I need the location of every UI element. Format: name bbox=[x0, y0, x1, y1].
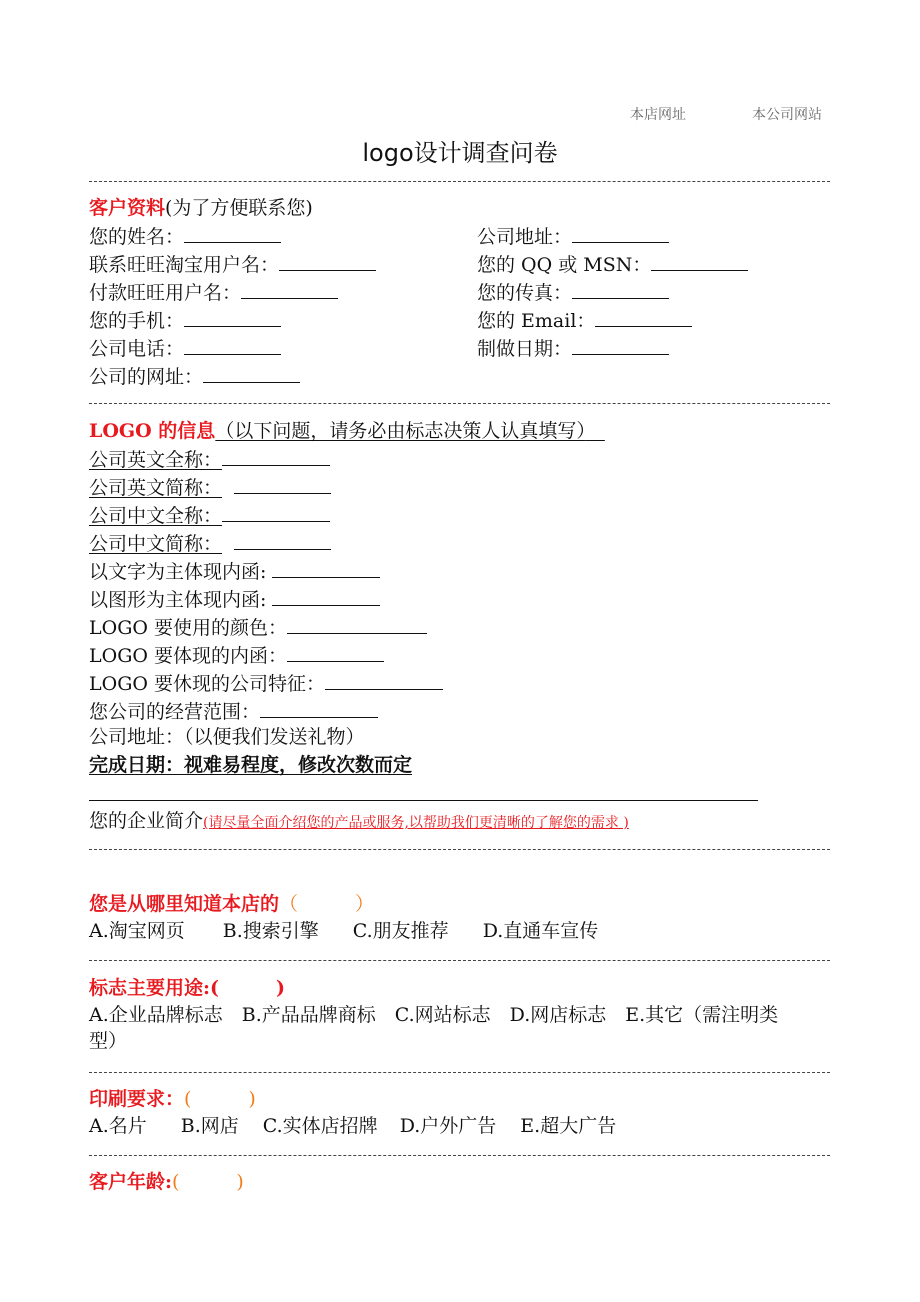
text-meaning-field[interactable] bbox=[272, 558, 380, 578]
wangwang-row bbox=[89, 251, 376, 278]
wangwang-label: 联系旺旺淘宝用户名： bbox=[89, 254, 280, 276]
cn-full-row bbox=[89, 502, 330, 529]
meaning-field[interactable] bbox=[287, 642, 384, 662]
qq-msn-label: 您的 QQ 或 MSN： bbox=[477, 254, 652, 276]
address-label: 公司地址： bbox=[477, 226, 573, 248]
print-option[interactable]: E.超大广告 bbox=[520, 1115, 617, 1137]
website-field[interactable] bbox=[203, 363, 300, 383]
age-question bbox=[89, 1169, 244, 1195]
fax-row bbox=[477, 279, 669, 306]
page-title: logo设计调查问卷 bbox=[362, 139, 558, 167]
pay-user-field[interactable] bbox=[241, 279, 338, 299]
logo-heading: LOGO 的信息 bbox=[89, 420, 216, 442]
colors-row bbox=[89, 614, 427, 641]
source-option[interactable]: D.直通车宣传 bbox=[482, 920, 599, 942]
features-label: LOGO 要休现的公司特征： bbox=[89, 673, 325, 695]
divider bbox=[89, 1155, 830, 1156]
source-question bbox=[89, 891, 374, 917]
qq-msn-row bbox=[477, 251, 748, 278]
meaning-row bbox=[89, 642, 384, 669]
print-option[interactable]: C.实体店招牌 bbox=[262, 1115, 378, 1137]
website-row bbox=[89, 363, 300, 390]
date-field[interactable] bbox=[572, 335, 669, 355]
divider bbox=[89, 403, 830, 404]
customer-heading: 客户资料 bbox=[89, 197, 166, 219]
company-link[interactable]: 本公司网站 bbox=[752, 107, 822, 123]
name-row bbox=[89, 223, 281, 250]
usage-options-line2: 型） bbox=[89, 1030, 128, 1052]
print-heading: 印刷要求： bbox=[89, 1088, 185, 1110]
mobile-label: 您的手机： bbox=[89, 310, 185, 332]
text-meaning-row bbox=[89, 558, 380, 585]
name-field[interactable] bbox=[184, 223, 281, 243]
divider bbox=[89, 1072, 830, 1073]
graphic-meaning-row bbox=[89, 586, 380, 613]
source-option[interactable]: A.淘宝网页 bbox=[89, 920, 185, 942]
usage-question bbox=[89, 975, 285, 1001]
colors-label: LOGO 要使用的颜色： bbox=[89, 617, 287, 639]
print-option[interactable]: D.户外广告 bbox=[399, 1115, 497, 1137]
scope-row bbox=[89, 698, 378, 725]
date-label: 制做日期： bbox=[477, 338, 573, 360]
phone-row bbox=[89, 335, 281, 362]
text-meaning-label: 以文字为主体现内函: bbox=[89, 561, 267, 583]
usage-options-line1: A.企业品牌标志 B.产品品牌商标 C.网站标志 D.网店标志 E.其它（需注明类 bbox=[89, 1004, 779, 1026]
wangwang-field[interactable] bbox=[279, 251, 376, 271]
cn-full-field[interactable] bbox=[222, 502, 330, 522]
scope-field[interactable] bbox=[260, 698, 378, 718]
mobile-row bbox=[89, 307, 281, 334]
features-field[interactable] bbox=[325, 670, 443, 690]
en-full-row bbox=[89, 446, 330, 473]
print-option[interactable]: B.网店 bbox=[180, 1115, 239, 1137]
customer-section-heading bbox=[89, 195, 313, 221]
fax-field[interactable] bbox=[572, 279, 669, 299]
cn-full-label: 公司中文全称： bbox=[89, 505, 223, 527]
email-field[interactable] bbox=[595, 307, 692, 327]
en-short-field[interactable] bbox=[234, 474, 331, 494]
cn-short-label: 公司中文简称： bbox=[89, 533, 223, 555]
logo-heading-note: （以下问题，请务必由标志决策人认真填写） bbox=[215, 420, 586, 442]
graphic-meaning-field[interactable] bbox=[272, 586, 380, 606]
source-heading: 您是从哪里知道本店的 bbox=[89, 893, 280, 915]
logo-section-heading bbox=[89, 418, 605, 444]
intro-row bbox=[89, 808, 629, 836]
email-label: 您的 Email： bbox=[477, 310, 596, 332]
source-option[interactable]: B.搜索引擎 bbox=[222, 920, 319, 942]
pay-user-row bbox=[89, 279, 338, 306]
usage-answer[interactable]: ( ) bbox=[210, 977, 285, 999]
mobile-field[interactable] bbox=[184, 307, 281, 327]
date-row bbox=[477, 335, 669, 362]
divider bbox=[89, 181, 830, 182]
intro-label: 您的企业简介 bbox=[89, 810, 204, 832]
customer-heading-note: (为了方便联系您) bbox=[165, 197, 313, 219]
website-label: 公司的网址： bbox=[89, 366, 204, 388]
en-full-field[interactable] bbox=[222, 446, 330, 466]
divider bbox=[89, 960, 830, 961]
email-row bbox=[477, 307, 692, 334]
name-label: 您的姓名： bbox=[89, 226, 185, 248]
phone-field[interactable] bbox=[184, 335, 281, 355]
print-option[interactable]: A.名片 bbox=[89, 1115, 147, 1137]
en-short-label: 公司英文简称： bbox=[89, 477, 223, 499]
intro-line[interactable] bbox=[89, 800, 758, 801]
graphic-meaning-label: 以图形为主体现内函: bbox=[89, 589, 267, 611]
age-heading: 客户年龄: bbox=[89, 1171, 173, 1193]
source-options bbox=[89, 918, 598, 944]
meaning-label: LOGO 要体现的内函： bbox=[89, 645, 287, 667]
usage-heading: 标志主要用途: bbox=[89, 977, 211, 999]
age-answer[interactable]: ( ) bbox=[172, 1171, 244, 1193]
intro-note: (请尽量全面介绍您的产品或服务,以帮助我们更清晰的了解您的需求 ) bbox=[203, 815, 629, 831]
deadline: 完成日期：视难易程度，修改次数而定 bbox=[89, 754, 413, 776]
colors-field[interactable] bbox=[287, 614, 427, 634]
features-row bbox=[89, 670, 443, 697]
cn-short-row bbox=[89, 530, 331, 557]
store-link[interactable]: 本店网址 bbox=[630, 107, 686, 123]
pay-user-label: 付款旺旺用户名： bbox=[89, 282, 242, 304]
qq-msn-field[interactable] bbox=[651, 251, 748, 271]
en-short-row bbox=[89, 474, 331, 501]
print-answer[interactable]: ( ) bbox=[184, 1088, 256, 1110]
divider bbox=[89, 849, 830, 850]
address-gift: 公司地址：（以便我们发送礼物） bbox=[89, 726, 365, 748]
print-options bbox=[89, 1113, 616, 1139]
source-option[interactable]: C.朋友推荐 bbox=[352, 920, 449, 942]
fax-label: 您的传真： bbox=[477, 282, 573, 304]
phone-label: 公司电话： bbox=[89, 338, 185, 360]
address-field[interactable] bbox=[572, 223, 669, 243]
en-full-label: 公司英文全称： bbox=[89, 449, 223, 471]
address-row bbox=[477, 223, 669, 250]
cn-short-field[interactable] bbox=[234, 530, 331, 550]
scope-label: 您公司的经营范围： bbox=[89, 701, 261, 723]
print-question bbox=[89, 1086, 256, 1112]
source-answer[interactable]: （ ） bbox=[279, 893, 375, 915]
